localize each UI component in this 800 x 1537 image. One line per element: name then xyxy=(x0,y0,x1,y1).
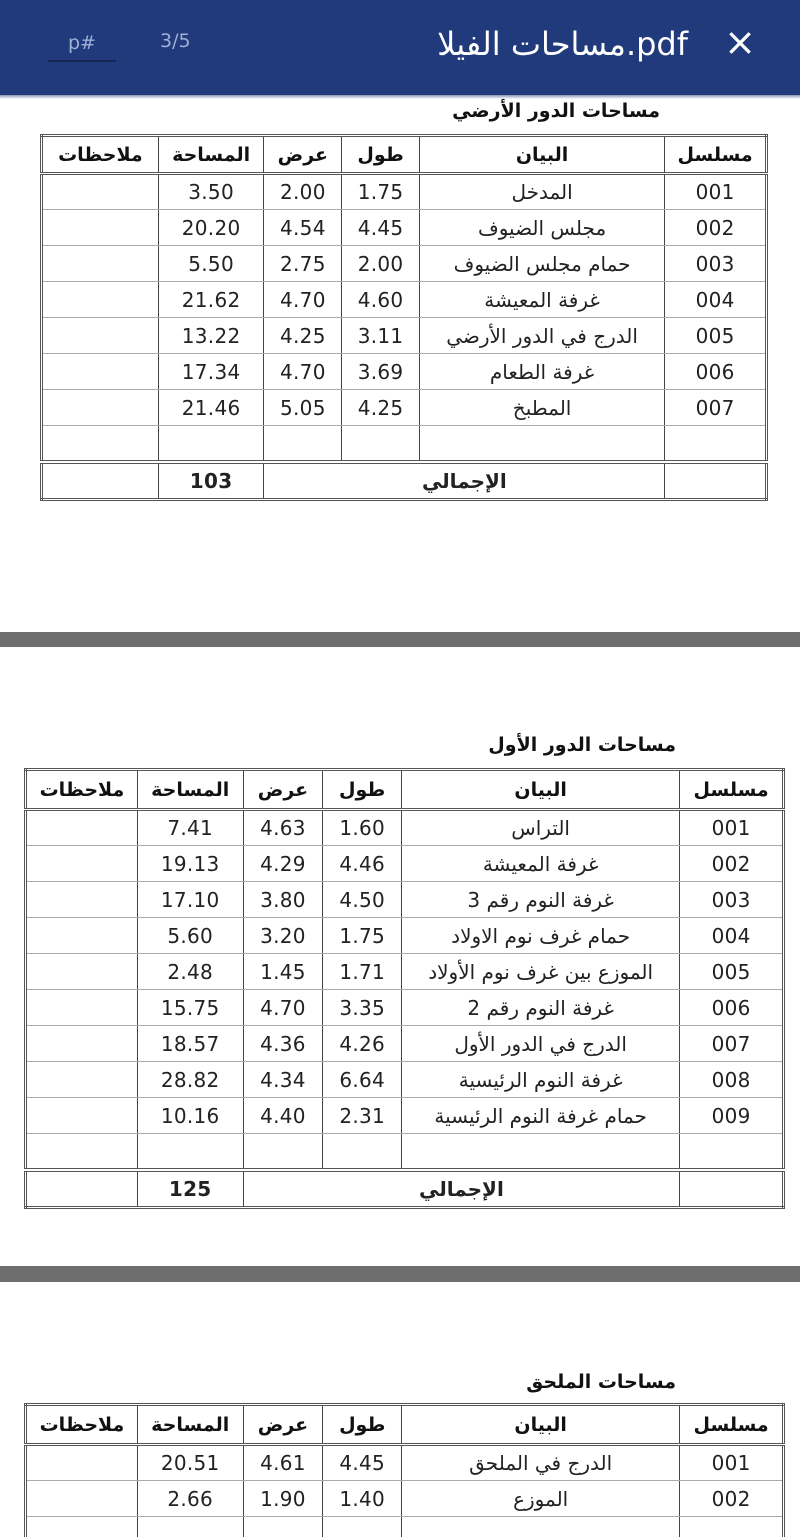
page-separator xyxy=(0,632,800,647)
cell-serial: 008 xyxy=(680,1062,784,1098)
table-row xyxy=(26,1481,784,1517)
cell-length: 3.35 xyxy=(323,990,402,1026)
cell-notes xyxy=(26,1098,138,1134)
cell-area: 3.50 xyxy=(158,174,264,210)
cell-notes xyxy=(26,1481,138,1517)
cell-item: الموزع xyxy=(402,1481,680,1517)
cell-width: 4.36 xyxy=(243,1026,323,1062)
cell-length: 4.45 xyxy=(323,1445,402,1481)
cell-item: التراس xyxy=(402,810,680,846)
cell-area: 17.34 xyxy=(158,354,264,390)
cell-serial: 009 xyxy=(680,1098,784,1134)
table-annex xyxy=(24,1403,785,1537)
cell-width: 4.70 xyxy=(264,354,342,390)
total-value: 103 xyxy=(158,462,264,500)
header-notes: ملاحظات xyxy=(26,1405,138,1445)
cell-area: 19.13 xyxy=(137,846,243,882)
cell-item: مجلس الضيوف xyxy=(419,210,664,246)
cell-area: 21.62 xyxy=(158,282,264,318)
cell-item: غرفة المعيشة xyxy=(419,282,664,318)
cell-serial: 002 xyxy=(680,1481,784,1517)
cell-length: 1.75 xyxy=(342,174,420,210)
cell-serial: 003 xyxy=(680,882,784,918)
table-row xyxy=(42,246,767,282)
cell-length: 3.11 xyxy=(342,318,420,354)
cell-item: حمام مجلس الضيوف xyxy=(419,246,664,282)
cell-item: غرفة المعيشة xyxy=(402,846,680,882)
header-width: عرض xyxy=(264,136,342,174)
cell-notes xyxy=(26,846,138,882)
cell-serial: 005 xyxy=(665,318,767,354)
cell-notes xyxy=(26,1445,138,1481)
table-row xyxy=(26,882,784,918)
table-row xyxy=(26,1062,784,1098)
table-header-row xyxy=(42,136,767,174)
table-row xyxy=(26,990,784,1026)
cell-width: 4.61 xyxy=(243,1445,323,1481)
table-total-row xyxy=(26,1170,784,1208)
cell-length: 1.75 xyxy=(323,918,402,954)
cell-serial: 006 xyxy=(680,990,784,1026)
cell-serial: 004 xyxy=(665,282,767,318)
header-item: البيان xyxy=(402,1405,680,1445)
cell-item: الدرج في الملحق xyxy=(402,1445,680,1481)
cell-item: الموزع بين غرف نوم الأولاد xyxy=(402,954,680,990)
cell-width: 4.34 xyxy=(243,1062,323,1098)
table-row xyxy=(26,954,784,990)
cell-serial: 007 xyxy=(680,1026,784,1062)
table-row xyxy=(26,1445,784,1481)
cell-area: 5.60 xyxy=(137,918,243,954)
cell-area: 17.10 xyxy=(137,882,243,918)
header-item: البيان xyxy=(419,136,664,174)
table-row xyxy=(26,918,784,954)
cell-notes xyxy=(42,174,159,210)
cell-length: 3.69 xyxy=(342,354,420,390)
sheet-title-first-floor: مساحات الدور الأول xyxy=(488,734,676,756)
header-length: طول xyxy=(323,1405,402,1445)
cell-area: 2.66 xyxy=(137,1481,243,1517)
cell-serial: 005 xyxy=(680,954,784,990)
cell-notes xyxy=(42,390,159,426)
table-row xyxy=(42,174,767,210)
cell-width: 3.80 xyxy=(243,882,323,918)
table-total-row xyxy=(42,462,767,500)
cell-notes xyxy=(42,354,159,390)
page-separator xyxy=(0,1266,800,1282)
cell-length: 1.40 xyxy=(323,1481,402,1517)
cell-notes xyxy=(26,1062,138,1098)
cell-serial: 003 xyxy=(665,246,767,282)
table-row xyxy=(42,282,767,318)
cell-width: 4.70 xyxy=(243,990,323,1026)
sheet-title-ground-floor: مساحات الدور الأرضي xyxy=(452,100,660,122)
cell-area: 15.75 xyxy=(137,990,243,1026)
cell-notes xyxy=(26,882,138,918)
table-row xyxy=(26,1098,784,1134)
cell-length: 1.71 xyxy=(323,954,402,990)
cell-width: 4.29 xyxy=(243,846,323,882)
cell-length: 4.50 xyxy=(323,882,402,918)
cell-length: 4.60 xyxy=(342,282,420,318)
cell-length: 4.45 xyxy=(342,210,420,246)
cell-width: 2.75 xyxy=(264,246,342,282)
cell-serial: 006 xyxy=(665,354,767,390)
cell-item: غرفة النوم رقم 3 xyxy=(402,882,680,918)
cell-width: 4.63 xyxy=(243,810,323,846)
cell-area: 20.20 xyxy=(158,210,264,246)
cell-area: 7.41 xyxy=(137,810,243,846)
cell-serial: 004 xyxy=(680,918,784,954)
cell-length: 4.26 xyxy=(323,1026,402,1062)
cell-area: 20.51 xyxy=(137,1445,243,1481)
table-row xyxy=(42,210,767,246)
page-indicator: 3/5 xyxy=(160,30,191,52)
total-label: الإجمالي xyxy=(264,462,665,500)
cell-notes xyxy=(26,810,138,846)
cell-item: المدخل xyxy=(419,174,664,210)
header-serial: مسلسل xyxy=(665,136,767,174)
cell-notes xyxy=(42,246,159,282)
table-row xyxy=(26,810,784,846)
cell-notes xyxy=(42,318,159,354)
table-row xyxy=(26,1026,784,1062)
cell-item: الدرج في الدور الأول xyxy=(402,1026,680,1062)
cell-width: 4.70 xyxy=(264,282,342,318)
cell-item: غرفة النوم رقم 2 xyxy=(402,990,680,1026)
sheet-title-annex: مساحات الملحق xyxy=(526,1371,676,1393)
cell-notes xyxy=(26,918,138,954)
table-row xyxy=(42,390,767,426)
total-value: 125 xyxy=(137,1170,243,1208)
header-item: البيان xyxy=(402,770,680,810)
table-row xyxy=(42,318,767,354)
cell-area: 21.46 xyxy=(158,390,264,426)
cell-serial: 001 xyxy=(680,1445,784,1481)
cell-serial: 002 xyxy=(665,210,767,246)
cell-area: 10.16 xyxy=(137,1098,243,1134)
header-area: المساحة xyxy=(158,136,264,174)
cell-notes xyxy=(26,954,138,990)
table-ground-floor xyxy=(40,134,768,501)
header-width: عرض xyxy=(243,770,323,810)
cell-notes xyxy=(42,282,159,318)
table-row xyxy=(42,354,767,390)
cell-width: 5.05 xyxy=(264,390,342,426)
table-row-empty xyxy=(42,426,767,462)
cell-serial: 001 xyxy=(665,174,767,210)
cell-width: 4.54 xyxy=(264,210,342,246)
cell-item: المطبخ xyxy=(419,390,664,426)
total-label: الإجمالي xyxy=(243,1170,680,1208)
table-row xyxy=(26,846,784,882)
cell-width: 3.20 xyxy=(243,918,323,954)
header-serial: مسلسل xyxy=(680,1405,784,1445)
cell-notes xyxy=(26,990,138,1026)
document-title: مساحات الفيلا.pdf xyxy=(437,25,688,63)
header-length: طول xyxy=(323,770,402,810)
cell-width: 4.25 xyxy=(264,318,342,354)
cell-length: 6.64 xyxy=(323,1062,402,1098)
header-area: المساحة xyxy=(137,770,243,810)
cell-serial: 002 xyxy=(680,846,784,882)
toolbar-shadow xyxy=(0,95,800,99)
cell-length: 4.46 xyxy=(323,846,402,882)
table-first-floor xyxy=(24,768,785,1209)
cell-width: 4.40 xyxy=(243,1098,323,1134)
pdf-viewer-toolbar xyxy=(0,0,800,95)
cell-width: 2.00 xyxy=(264,174,342,210)
cell-area: 18.57 xyxy=(137,1026,243,1062)
header-width: عرض xyxy=(243,1405,323,1445)
cell-width: 1.45 xyxy=(243,954,323,990)
header-notes: ملاحظات xyxy=(42,136,159,174)
cell-item: غرفة النوم الرئيسية xyxy=(402,1062,680,1098)
cell-serial: 001 xyxy=(680,810,784,846)
cell-length: 4.25 xyxy=(342,390,420,426)
header-notes: ملاحظات xyxy=(26,770,138,810)
cell-notes xyxy=(42,210,159,246)
cell-item: غرفة الطعام xyxy=(419,354,664,390)
cell-serial: 007 xyxy=(665,390,767,426)
table-row-empty xyxy=(26,1134,784,1170)
cell-area: 28.82 xyxy=(137,1062,243,1098)
cell-item: حمام غرفة النوم الرئيسية xyxy=(402,1098,680,1134)
cell-length: 2.00 xyxy=(342,246,420,282)
cell-area: 2.48 xyxy=(137,954,243,990)
cell-item: حمام غرف نوم الاولاد xyxy=(402,918,680,954)
cell-area: 13.22 xyxy=(158,318,264,354)
header-area: المساحة xyxy=(137,1405,243,1445)
cell-length: 1.60 xyxy=(323,810,402,846)
header-serial: مسلسل xyxy=(680,770,784,810)
cell-length: 2.31 xyxy=(323,1098,402,1134)
table-header-row xyxy=(26,1405,784,1445)
page-jump-input[interactable]: p# xyxy=(48,28,116,62)
header-length: طول xyxy=(342,136,420,174)
cell-area: 5.50 xyxy=(158,246,264,282)
cell-item: الدرج في الدور الأرضي xyxy=(419,318,664,354)
cell-notes xyxy=(26,1026,138,1062)
cell-width: 1.90 xyxy=(243,1481,323,1517)
close-icon[interactable]: × xyxy=(724,20,756,64)
table-header-row xyxy=(26,770,784,810)
